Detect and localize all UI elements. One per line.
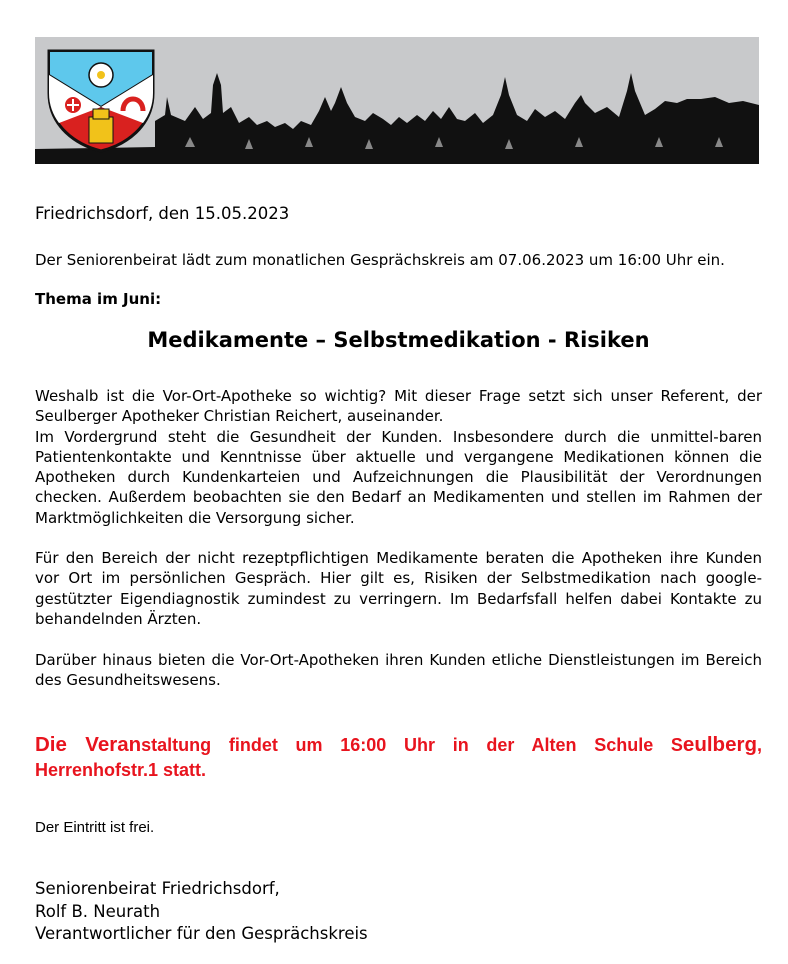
signature-name: Rolf B. Neurath: [35, 901, 161, 921]
paragraph-1-sentence: Weshalb ist die Vor-Ort-Apotheke so wichtig? Mit dieser Frage setzt sich unser Referent, der Seulberger Apotheker Christian Reichert, auseinander.: [35, 387, 762, 426]
thema-label: Thema im Juni:: [35, 290, 162, 308]
paragraph-3: Darüber hinaus bieten die Vor-Ort-Apotheken ihren Kunden etliche Dienstleistungen im Bereich des Gesundheitswesens.: [35, 651, 762, 690]
event-notice-part-1: Die Veran: [35, 733, 142, 756]
intro-paragraph: Der Seniorenbeirat lädt zum monatlichen Gesprächskreis am 07.06.2023 um 16:00 Uhr ein.: [35, 251, 725, 269]
signature-block: [35, 878, 762, 946]
topic-heading: Medikamente – Selbstmedikation - Risiken: [147, 328, 650, 352]
paragraph-2: Für den Bereich der nicht rezeptpflichtigen Medikamente beraten die Apotheken ihre Kunden vor Ort im persönlichen Gespräch. Hier gilt es, Risiken der Selbstmedikation nach google-gestützter Eigendiagnostik zumindest zu verringern. Im Bedarfsfall helfen dabei Kontakte zu behandelnden Ärzten.: [35, 549, 762, 628]
signature-organization: Seniorenbeirat Friedrichsdorf,: [35, 879, 280, 898]
paragraph-1-body: Im Vordergrund steht die Gesundheit der Kunden. Insbesondere durch die unmittel-baren Patientenkontakte und Kenntnisse über aktuelle und vergangene Medikationen können die Apotheken durch Kundenkarteien und Aufzeichnungen die Plausibilität der Verordnungen checken. Außerdem beobachten sie den Bedarf an Medikamenten und stellen im Rahmen der Marktmöglichkeiten die Versorgung sicher.: [35, 427, 762, 527]
header-banner: [35, 37, 759, 164]
event-notice-part-4: , Herrenhofstr.1 statt.: [35, 735, 762, 780]
event-notice-part-2: staltung findet um 16:00 Uhr in der Alten Schule S: [141, 735, 683, 755]
event-notice-part-3: eulberg: [682, 733, 757, 756]
paragraph-1: [35, 386, 762, 528]
signature-role: Verantwortlicher für den Gesprächskreis: [35, 924, 368, 943]
event-notice: [35, 732, 762, 783]
admission-note: Der Eintritt ist frei.: [35, 819, 155, 836]
coat-of-arms-icon: [45, 45, 157, 153]
date-line: Friedrichsdorf, den 15.05.2023: [35, 204, 290, 223]
